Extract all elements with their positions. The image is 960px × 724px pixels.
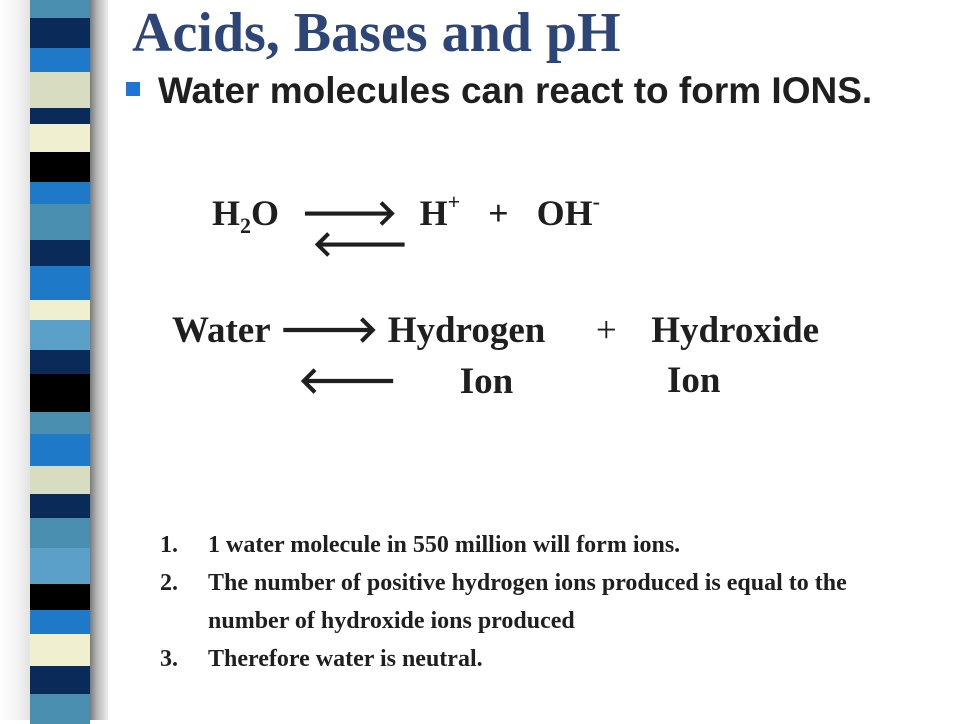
note-text: 1 water molecule in 550 million will form ions. (208, 532, 681, 558)
word-plus-sign: + (595, 310, 617, 351)
reverse-arrow-icon: 🡐 (312, 224, 409, 265)
stripe-segment (30, 320, 90, 350)
hydrogen-ion-charge: + (447, 189, 461, 214)
hydroxide-ion-charge: - (592, 189, 600, 214)
stripe-segment (30, 412, 90, 434)
word-reverse-row (298, 358, 513, 405)
stripe-segment (30, 666, 90, 694)
stripe-segment (30, 266, 90, 300)
stripe-segment (30, 204, 90, 240)
reverse-arrow-row (312, 222, 409, 267)
word-ion-2: Ion (667, 360, 721, 401)
hydroxide-ion-symbol: OH (536, 193, 593, 233)
reactant-symbol: H (212, 193, 241, 233)
note-number: 2. (160, 570, 178, 596)
note-item (160, 640, 920, 678)
stripe-segment (30, 72, 90, 108)
hydrogen-ion-symbol: H (419, 193, 448, 233)
note-text: Therefore water is neutral. (208, 646, 483, 672)
decorative-bar-shading (0, 0, 30, 720)
note-item (160, 526, 920, 564)
note-text: The number of positive hydrogen ions produced is equal to the number of hydroxide ions produced (208, 570, 847, 634)
stripe-segment (30, 434, 90, 466)
stripe-segment (30, 350, 90, 374)
reactant-symbol-tail: O (251, 193, 280, 233)
stripe-segment (30, 182, 90, 204)
stripe-segment (30, 124, 90, 152)
stripe-segment (30, 610, 90, 634)
word-water: Water (172, 310, 270, 351)
word-hydrogen: Hydrogen (387, 310, 546, 351)
slide-title: Acids, Bases and pH (132, 2, 621, 64)
stripe-segment (30, 518, 90, 548)
note-item (160, 564, 920, 640)
decorative-stripe-bar (30, 0, 90, 720)
word-hydroxide: Hydroxide (651, 310, 820, 351)
forward-arrow-icon: 🡒 (301, 193, 398, 234)
stripe-segment (30, 374, 90, 412)
stripe-segment (30, 548, 90, 584)
stripe-segment (30, 18, 90, 48)
stripe-segment (30, 48, 90, 72)
decorative-bar-shadow (90, 0, 108, 720)
stripe-segment (30, 0, 90, 18)
word-forward-arrow-icon: 🡒 (279, 308, 379, 351)
stripe-segment (30, 108, 90, 124)
stripe-segment (30, 494, 90, 518)
stripe-segment (30, 300, 90, 320)
stripe-segment (30, 584, 90, 610)
word-ion-1: Ion (459, 361, 514, 402)
numbered-notes (160, 526, 920, 678)
word-equation (172, 307, 819, 354)
stripe-segment (30, 240, 90, 266)
note-number: 1. (160, 532, 178, 558)
bullet-text: Water molecules can react to form IONS. (158, 70, 873, 111)
stripe-segment (30, 634, 90, 666)
bullet-square-icon (126, 82, 140, 96)
plus-sign: + (488, 193, 509, 233)
stripe-segment (30, 152, 90, 182)
word-reverse-arrow-icon: 🡐 (298, 359, 398, 402)
note-number: 3. (160, 646, 178, 672)
reactant-subscript: 2 (240, 213, 252, 238)
stripe-segment (30, 466, 90, 494)
